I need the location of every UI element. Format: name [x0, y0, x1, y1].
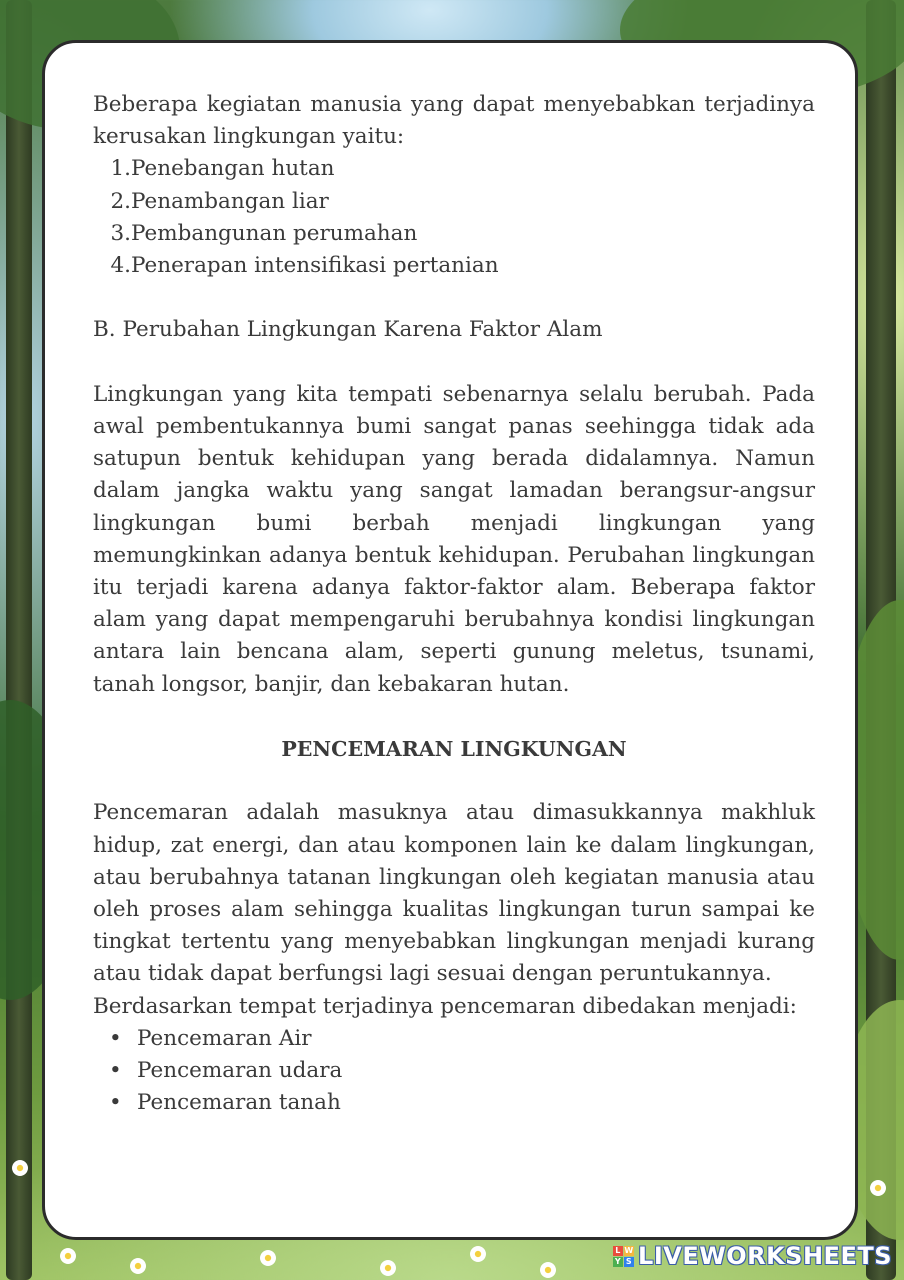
daisy-flower: [60, 1248, 76, 1264]
pencemaran-heading: PENCEMARAN LINGKUNGAN: [281, 737, 627, 762]
list-item: [93, 153, 815, 185]
pencemaran-list-intro: Berdasarkan tempat terjadinya pencemaran dibedakan menjadi:: [93, 993, 797, 1019]
daisy-flower: [12, 1160, 28, 1176]
list-number: 3.: [110, 220, 131, 246]
logo-cell: W: [624, 1245, 634, 1255]
liveworksheets-watermark: [613, 1242, 892, 1270]
logo-cell: S: [625, 1256, 633, 1266]
list-item: [93, 186, 815, 218]
liveworksheets-logo-icon: [613, 1246, 634, 1267]
list-item-label: Pencemaran Air: [137, 1025, 312, 1051]
worksheet-card: [42, 40, 858, 1240]
list-item: [93, 1023, 815, 1055]
daisy-flower: [870, 1180, 886, 1196]
list-number: 1.: [110, 156, 131, 182]
bullet-icon: •: [109, 1025, 122, 1051]
bullet-icon: •: [109, 1090, 122, 1116]
spacer: [93, 701, 815, 733]
list-item-label: Penambangan liar: [131, 188, 329, 214]
activity-list: [93, 153, 815, 282]
list-item-label: Penerapan intensifikasi pertanian: [131, 253, 499, 279]
daisy-flower: [470, 1246, 486, 1262]
list-item-label: Penebangan hutan: [131, 156, 335, 182]
pencemaran-paragraph: Pencemaran adalah masuknya atau dimasukkannya makhluk hidup, zat energi, dan atau komponen lain ke dalam lingkungan, atau berubahnya tatanan lingkungan oleh kegiatan manusia atau oleh proses alam sehingga kualitas lingkungan turun sampai ke tingkat tertentu yang menyebabkan lingkungan menjadi kurang atau tidak dapat berfungsi lagi sesuai dengan peruntukannya.: [93, 800, 815, 987]
daisy-flower: [380, 1260, 396, 1276]
tree-trunk-left: [6, 0, 32, 1280]
list-item-label: Pembangunan perumahan: [131, 220, 418, 246]
bullet-icon: •: [109, 1058, 122, 1084]
logo-cell: L: [613, 1246, 623, 1256]
logo-cell: Y: [614, 1256, 622, 1266]
list-number: 4.: [110, 253, 131, 279]
daisy-flower: [260, 1250, 276, 1266]
section-b-paragraph: Lingkungan yang kita tempati sebenarnya selalu berubah. Pada awal pembentukannya bumi sangat panas seehingga tidak ada satupun bentuk kehidupan yang berada didalamnya. Namun dalam jangka waktu yang sangat lamadan berangsur-angsur lingkungan bumi berbah menjadi lingkungan yang memungkinkan adanya bentuk kehidupan. Perubahan lingkungan itu terjadi karena adanya faktor-faktor alam. Beberapa faktor alam yang dapat mempengaruhi berubahnya kondisi lingkungan antara lain bencana alam, seperti gunung meletus, tsunami, tanah longsor, banjir, dan kebakaran hutan.: [93, 381, 815, 697]
worksheet-content: [93, 89, 815, 1119]
section-b-title: B. Perubahan Lingkungan Karena Faktor Alam: [93, 317, 603, 343]
list-item: [93, 250, 815, 282]
spacer: [93, 282, 815, 314]
intro-paragraph: Beberapa kegiatan manusia yang dapat menyebabkan terjadinya kerusakan lingkungan yaitu:: [93, 92, 815, 150]
spacer: [93, 347, 815, 379]
list-item: [93, 1087, 815, 1119]
pencemaran-type-list: [93, 1023, 815, 1120]
daisy-flower: [130, 1258, 146, 1274]
list-item-label: Pencemaran udara: [137, 1058, 343, 1084]
list-number: 2.: [110, 188, 131, 214]
watermark-text: LIVEWORKSHEETS: [638, 1242, 892, 1270]
list-item-label: Pencemaran tanah: [137, 1090, 341, 1116]
daisy-flower: [540, 1262, 556, 1278]
list-item: [93, 1055, 815, 1087]
spacer: [93, 765, 815, 797]
list-item: [93, 218, 815, 250]
